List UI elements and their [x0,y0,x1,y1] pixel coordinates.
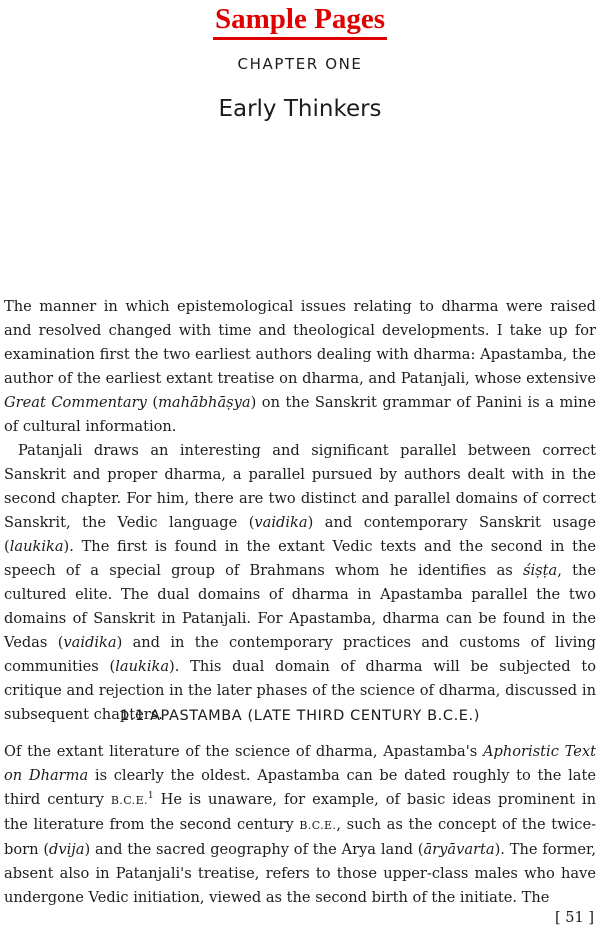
text-run: Of the extant literature of the science of dharma, Apastamba's [4,743,483,760]
text-run: ( [146,394,159,411]
chapter-title: Early Thinkers [218,96,382,122]
italic-term: dvija [49,841,85,858]
paragraph-1 [4,295,596,439]
text-run: ). The first is found in the extant Vedic texts and the second in the speech of a special group of Brahmans whom he identifies as [4,538,596,579]
text-run: ) and contemporary Sanskrit usage ( [4,514,596,555]
footnote-marker[interactable]: 1 [147,791,154,802]
text-run: , the cultured elite. The dual domains of dharma in Apastamba parallel the two domains of Sanskrit in Patanjali. For Apastamba, dharma can be found in the Vedas ( [4,562,596,651]
era-abbreviation: B.C.E. [110,794,148,807]
text-run: ) and the sacred geography of the Arya land ( [84,841,424,858]
italic-term: vaidika [254,514,308,531]
italic-term: āryāvarta [423,841,495,858]
paragraph-3 [4,740,596,910]
italic-term: laukika [115,658,170,675]
sample-pages-stamp [0,2,600,40]
text-run: is clearly the oldest. Apastamba can be dated roughly to the late third century [4,767,596,808]
chapter-intro-text [4,295,596,727]
text-run: ). This dual domain of dharma will be subjected to critique and rejection in the later phases of the science of dharma, discussed in subsequent chapters. [4,658,596,723]
text-run: , such as the concept of the twice-born ( [4,816,597,858]
text-run: ). The former, absent also in Patanjali's treatise, refers to those upper-class males who have undergone Vedic initiation, viewed as the second birth of the initiate. The [4,841,596,906]
italic-term: Great Commentary [4,394,147,411]
text-run: ) and in the contemporary practices and customs of living communities ( [4,634,596,675]
italic-term: mahābhāṣya [158,394,251,411]
text-run: Patanjali draws an interesting and significant parallel between correct Sanskrit and proper dharma, a parallel pursued by authors dealt with in the second chapter. For him, there are two distinct and parallel domains of correct Sanskrit, the Vedic language ( [4,442,596,531]
chapter-label: CHAPTER ONE [237,55,363,73]
paragraph-2 [4,439,596,727]
italic-term: śiṣṭa [523,562,558,579]
sample-pages-label: Sample Pages [213,2,387,40]
section-text [4,740,596,910]
text-run: ) on the Sanskrit grammar of Panini is a mine of cultural information. [4,394,596,435]
italic-term: vaidika [63,634,117,651]
italic-term: Aphoristic Text on Dharma [4,743,596,784]
text-run: He is unaware, for example, of basic ideas prominent in the literature from the second century [4,791,596,833]
text-run: The manner in which epistemological issues relating to dharma were raised and resolved changed with time and theological developments. I take up for examination first the two earliest authors dealing with dharma: Apastamba, the author of the earliest extant treatise on dharma, and Patanjali, whose extensive [4,298,596,387]
page-number: [ 51 ] [555,910,594,926]
section-heading: 1.1 APASTAMBA (LATE THIRD CENTURY B.C.E.) [119,708,481,724]
italic-term: laukika [9,538,64,555]
era-abbreviation: B.C.E. [299,819,337,832]
